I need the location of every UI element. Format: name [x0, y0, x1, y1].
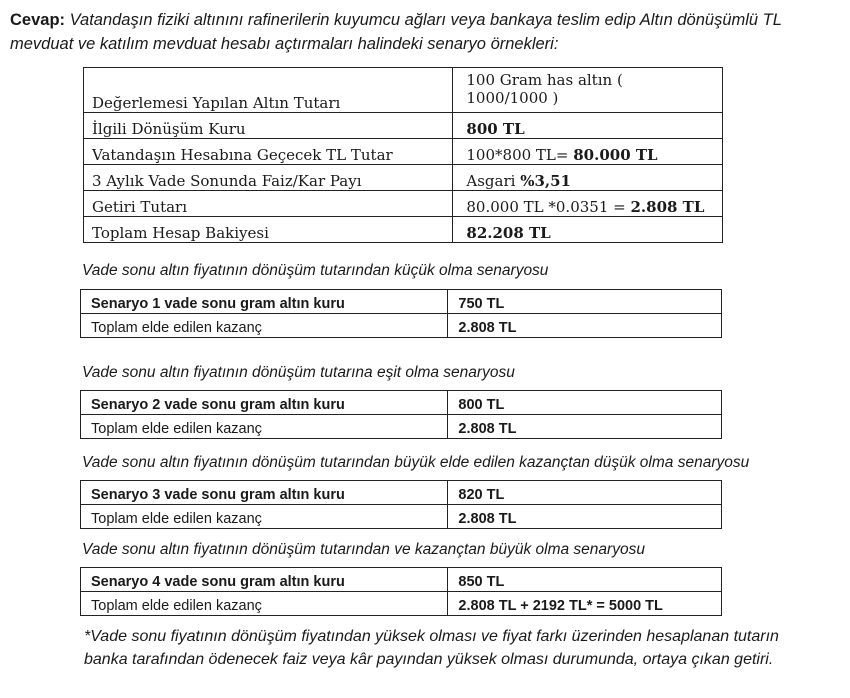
scenario-1-caption: Vade sonu altın fiyatının dönüşüm tutarından küçük olma senaryosu [82, 262, 549, 279]
row-label: 3 Aylık Vade Sonunda Faiz/Kar Payı [84, 165, 453, 191]
value-bold: %3,51 [520, 172, 571, 190]
scenario-2-caption: Vade sonu altın fiyatının dönüşüm tutarına eşit olma senaryosu [82, 364, 515, 381]
table-row [84, 113, 723, 139]
intro-paragraph [10, 8, 842, 56]
table-row [81, 314, 722, 338]
scenario-rate-label: Senaryo 3 vade sonu gram altın kuru [81, 481, 448, 505]
row-label: Toplam Hesap Bakiyesi [84, 217, 453, 243]
scenario-gain-value: 2.808 TL + 2192 TL* = 5000 TL [448, 592, 722, 616]
table-row [84, 217, 723, 243]
scenario-rate-value: 800 TL [448, 391, 722, 415]
table-row [81, 290, 722, 314]
valuation-table [83, 67, 723, 243]
row-value [453, 139, 723, 165]
row-value [453, 217, 723, 243]
scenario-gain-label: Toplam elde edilen kazanç [81, 415, 448, 439]
table-row [81, 415, 722, 439]
scenario-gain-value: 2.808 TL [448, 505, 722, 529]
scenario-rate-value: 820 TL [448, 481, 722, 505]
value-text: Asgari [466, 172, 521, 190]
scenario-2-table [80, 390, 722, 439]
scenario-1-table [80, 289, 722, 338]
value-text: 80.000 TL *0.0351 = [466, 198, 631, 216]
row-label: Getiri Tutarı [84, 191, 453, 217]
scenario-3-table [80, 480, 722, 529]
table-row [81, 568, 722, 592]
scenario-rate-label: Senaryo 1 vade sonu gram altın kuru [81, 290, 448, 314]
row-value [453, 191, 723, 217]
scenario-gain-label: Toplam elde edilen kazanç [81, 592, 448, 616]
intro-label: Cevap: [10, 11, 66, 29]
table-row [81, 481, 722, 505]
table-row [84, 165, 723, 191]
table-row [81, 391, 722, 415]
row-value [453, 68, 723, 113]
row-value [453, 165, 723, 191]
table-row [84, 139, 723, 165]
table-row [81, 592, 722, 616]
row-label: Vatandaşın Hesabına Geçecek TL Tutar [84, 139, 453, 165]
scenario-4-caption: Vade sonu altın fiyatının dönüşüm tutarından ve kazançtan büyük olma senaryosu [82, 541, 645, 558]
value-line: 100 Gram has altın ( [466, 71, 623, 89]
scenario-3-caption: Vade sonu altın fiyatının dönüşüm tutarından büyük elde edilen kazançtan düşük olma senaryosu [82, 454, 750, 471]
row-label: İlgili Dönüşüm Kuru [84, 113, 453, 139]
table-row [84, 68, 723, 113]
scenario-rate-value: 850 TL [448, 568, 722, 592]
value-bold: 2.808 TL [630, 198, 705, 216]
footnote: *Vade sonu fiyatının dönüşüm fiyatından yüksek olması ve fiyat farkı üzerinden hesaplanan tutarın banka tarafından ödenecek faiz veya kâr payından yüksek olması durumunda, ortaya çıkan getiri. [84, 628, 779, 668]
value-bold: 82.208 TL [466, 224, 551, 242]
row-value [453, 113, 723, 139]
scenario-4-table [80, 567, 722, 616]
value-bold: 80.000 TL [573, 146, 658, 164]
intro-text: Vatandaşın fiziki altınını rafinerilerin kuyumcu ağları veya bankaya teslim edip Altın dönüşümlü TL mevduat ve katılım mevduat hesabı açtırmaları halindeki senaryo örnekleri: [10, 11, 782, 53]
value-bold: 800 TL [466, 120, 525, 138]
scenario-gain-value: 2.808 TL [448, 314, 722, 338]
scenario-rate-label: Senaryo 4 vade sonu gram altın kuru [81, 568, 448, 592]
table-row [81, 505, 722, 529]
scenario-rate-value: 750 TL [448, 290, 722, 314]
scenario-gain-label: Toplam elde edilen kazanç [81, 505, 448, 529]
scenario-gain-label: Toplam elde edilen kazanç [81, 314, 448, 338]
table-row [84, 191, 723, 217]
value-text: 100*800 TL= [466, 146, 574, 164]
scenario-gain-value: 2.808 TL [448, 415, 722, 439]
value-line: 1000/1000 ) [466, 89, 559, 107]
row-label: Değerlemesi Yapılan Altın Tutarı [84, 68, 453, 113]
scenario-rate-label: Senaryo 2 vade sonu gram altın kuru [81, 391, 448, 415]
